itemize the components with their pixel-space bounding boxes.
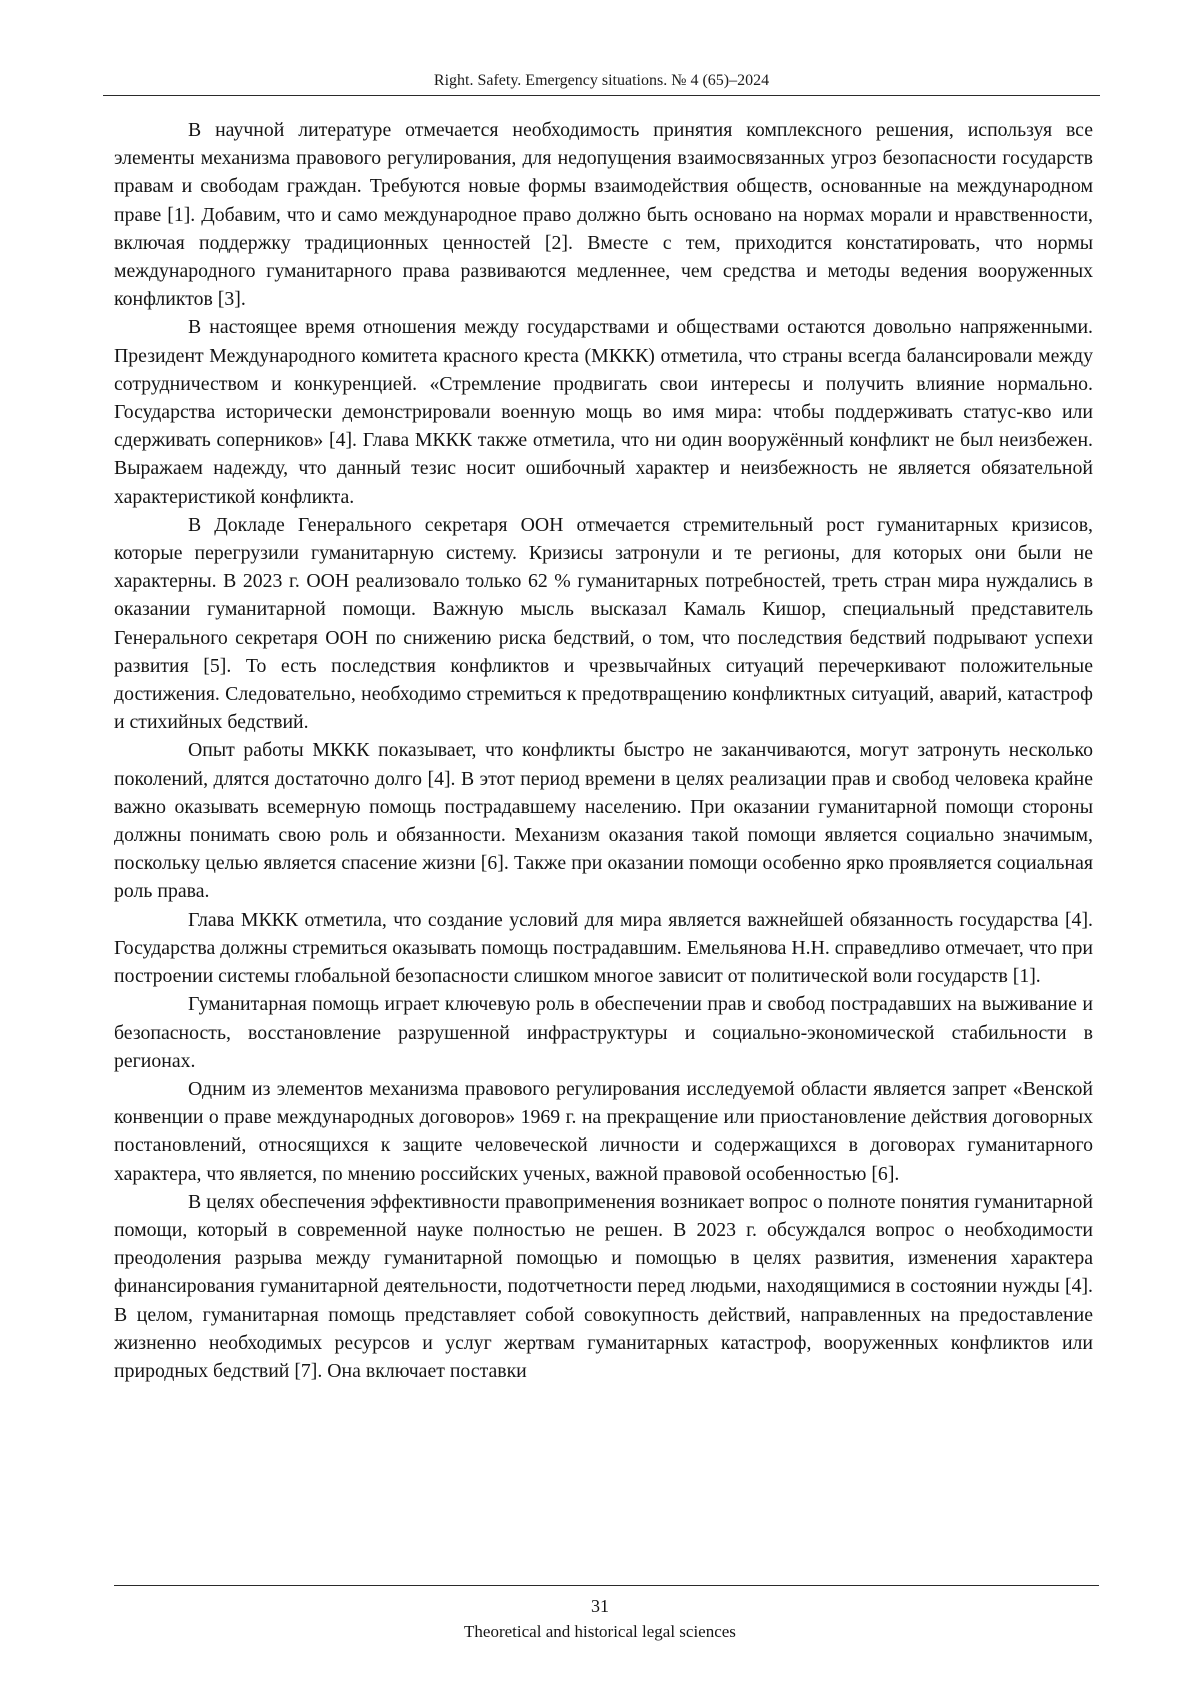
footer-divider bbox=[114, 1585, 1099, 1586]
paragraph: Глава МККК отметила, что создание условий для мира является важнейшей обязанность государства [4]. Государства должны стремиться оказывать помощь пострадавшим. Емельянова Н.Н. справедливо отмечает, что при построении системы глобальной безопасности слишком многое зависит от политической воли государств [1]. bbox=[114, 908, 1093, 988]
paragraph: Опыт работы МККК показывает, что конфликты быстро не заканчиваются, могут затронуть несколько поколений, длятся достаточно долго [4]. В этот период времени в целях реализации прав и свобод человека крайне важно оказывать всемерную помощь пострадавшему населению. При оказании гуманитарной помощи стороны должны понимать свою роль и обязанности. Механизм оказания такой помощи является социально значимым, поскольку целью является спасение жизни [6]. Также при оказании помощи особенно ярко проявляется социальная роль права. bbox=[114, 739, 1093, 903]
footer-section-title: Theoretical and historical legal sciences bbox=[464, 1622, 736, 1641]
paragraph: В настоящее время отношения между государствами и обществами остаются довольно напряженными. Президент Международного комитета красного креста (МККК) отметила, что страны всегда балансировали между сотрудничеством и конкуренцией. «Стремление продвигать свои интересы и получить влияние нормально. Государства исторически демонстрировали военную мощь во имя мира: чтобы поддерживать статус-кво или сдерживать соперников» [4]. Глава МККК также отметила, что ни один вооружённый конфликт не был неизбежен. Выражаем надежду, что данный тезис носит ошибочный характер и неизбежность не является обязательной характеристикой конфликта. bbox=[114, 316, 1093, 508]
paragraph: Одним из элементов механизма правового регулирования исследуемой области является запрет «Венской конвенции о праве международных договоров» 1969 г. на прекращение или приостановление действия договорных постановлений, относящихся к защите человеческой личности и содержащихся в договорах гуманитарного характера, что является, по мнению российских ученых, важной правовой особенностью [6]. bbox=[114, 1077, 1093, 1185]
paragraph: В научной литературе отмечается необходимость принятия комплексного решения, используя все элементы механизма правового регулирования, для недопущения взаимосвязанных угроз безопасности государств правам и свободам граждан. Требуются новые формы взаимодействия обществ, основанные на международном праве [1]. Добавим, что и само международное право должно быть основано на нормах морали и нравственности, включая поддержку традиционных ценностей [2]. Вместе с тем, приходится констатировать, что нормы международного гуманитарного права развиваются медленнее, чем средства и методы ведения вооруженных конфликтов [3]. bbox=[114, 119, 1093, 311]
paragraph: В Докладе Генерального секретаря ООН отмечается стремительный рост гуманитарных кризисов, которые перегрузили гуманитарную систему. Кризисы затронули и те регионы, для которых они были не характерны. В 2023 г. ООН реализовало только 62 % гуманитарных потребностей, треть стран мира нуждались в оказании гуманитарной помощи. Важную мысль высказал Камаль Кишор, специальный представитель Генерального секретаря ООН по снижению риска бедствий, о том, что последствия бедствий подрывают успехи развития [5]. То есть последствия конфликтов и чрезвычайных ситуаций перечеркивают положительные достижения. Следовательно, необходимо стремиться к предотвращению конфликтных ситуаций, аварий, катастроф и стихийных бедствий. bbox=[114, 513, 1093, 734]
paragraph: В целях обеспечения эффективности правоприменения возникает вопрос о полноте понятия гуманитарной помощи, который в современной науке полностью не решен. В 2023 г. обсуждался вопрос о необходимости преодоления разрыва между гуманитарной помощью и помощью в целях развития, изменения характера финансирования гуманитарной деятельности, подотчетности перед людьми, находящимися в состоянии нужды [4]. В целом, гуманитарная помощь представляет собой совокупность действий, направленных на предоставление жизненно необходимых ресурсов и услуг жертвам гуманитарных катастроф, вооруженных конфликтов или природных бедствий [7]. Она включает поставки bbox=[114, 1190, 1093, 1382]
paragraph: Гуманитарная помощь играет ключевую роль в обеспечении прав и свобод пострадавших на выживание и безопасность, восстановление разрушенной инфраструктуры и социально-экономической стабильности в регионах. bbox=[114, 993, 1093, 1072]
header-divider bbox=[103, 95, 1100, 96]
article-body bbox=[114, 116, 1093, 1385]
page-number: 31 bbox=[591, 1596, 609, 1616]
running-header: Right. Safety. Emergency situations. № 4 (65)–2024 bbox=[433, 72, 770, 89]
